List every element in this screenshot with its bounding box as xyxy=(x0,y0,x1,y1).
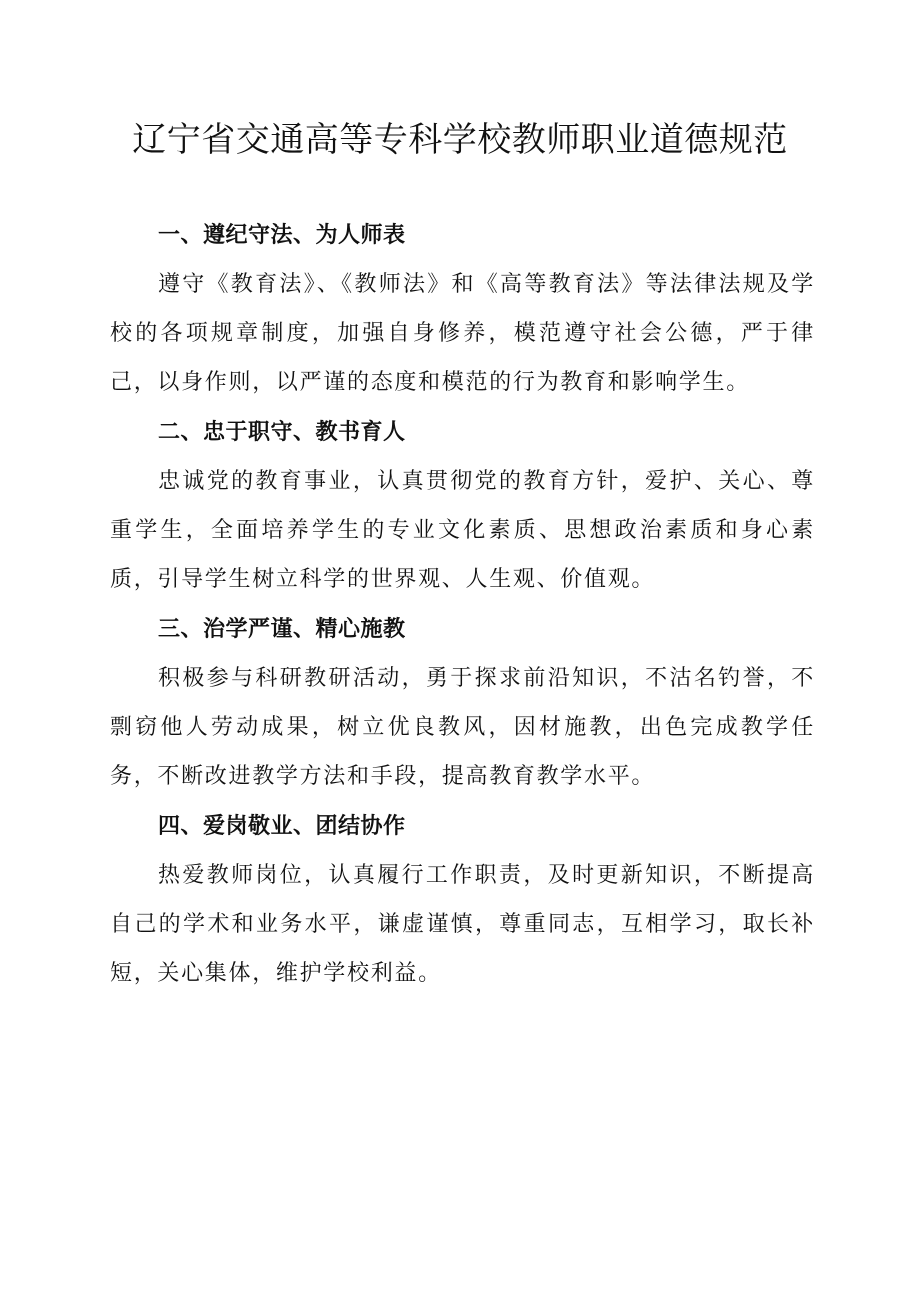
document-title: 辽宁省交通高等专科学校教师职业道德规范 xyxy=(132,120,788,160)
section-2 xyxy=(110,409,815,604)
section-heading: 一、遵纪守法、为人师表 xyxy=(158,223,406,248)
section-3 xyxy=(110,606,815,801)
section-body: 热爱教师岗位，认真履行工作职责，及时更新知识，不断提高自己的学术和业务水平，谦虚谨慎，尊重同志，互相学习，取长补短，关心集体，维护学校利益。 xyxy=(110,863,815,986)
section-body: 积极参与科研教研活动，勇于探求前沿知识，不沽名钓誉，不剽窃他人劳动成果，树立优良教风，因材施教，出色完成教学任务，不断改进教学方法和手段，提高教育教学水平。 xyxy=(110,666,815,789)
section-body: 忠诚党的教育事业，认真贯彻党的教育方针，爱护、关心、尊重学生，全面培养学生的专业文化素质、思想政治素质和身心素质，引导学生树立科学的世界观、人生观、价值观。 xyxy=(110,469,815,592)
section-heading: 三、治学严谨、精心施教 xyxy=(158,617,406,642)
document-content xyxy=(110,212,815,1000)
section-4 xyxy=(110,803,815,998)
section-heading: 四、爱岗敬业、团结协作 xyxy=(158,814,406,839)
section-1 xyxy=(110,212,815,407)
section-heading: 二、忠于职守、教书育人 xyxy=(158,420,406,445)
section-body: 遵守《教育法》、《教师法》和《高等教育法》等法律法规及学校的各项规章制度，加强自身修养，模范遵守社会公德，严于律己，以身作则，以严谨的态度和模范的行为教育和影响学生。 xyxy=(110,272,815,395)
